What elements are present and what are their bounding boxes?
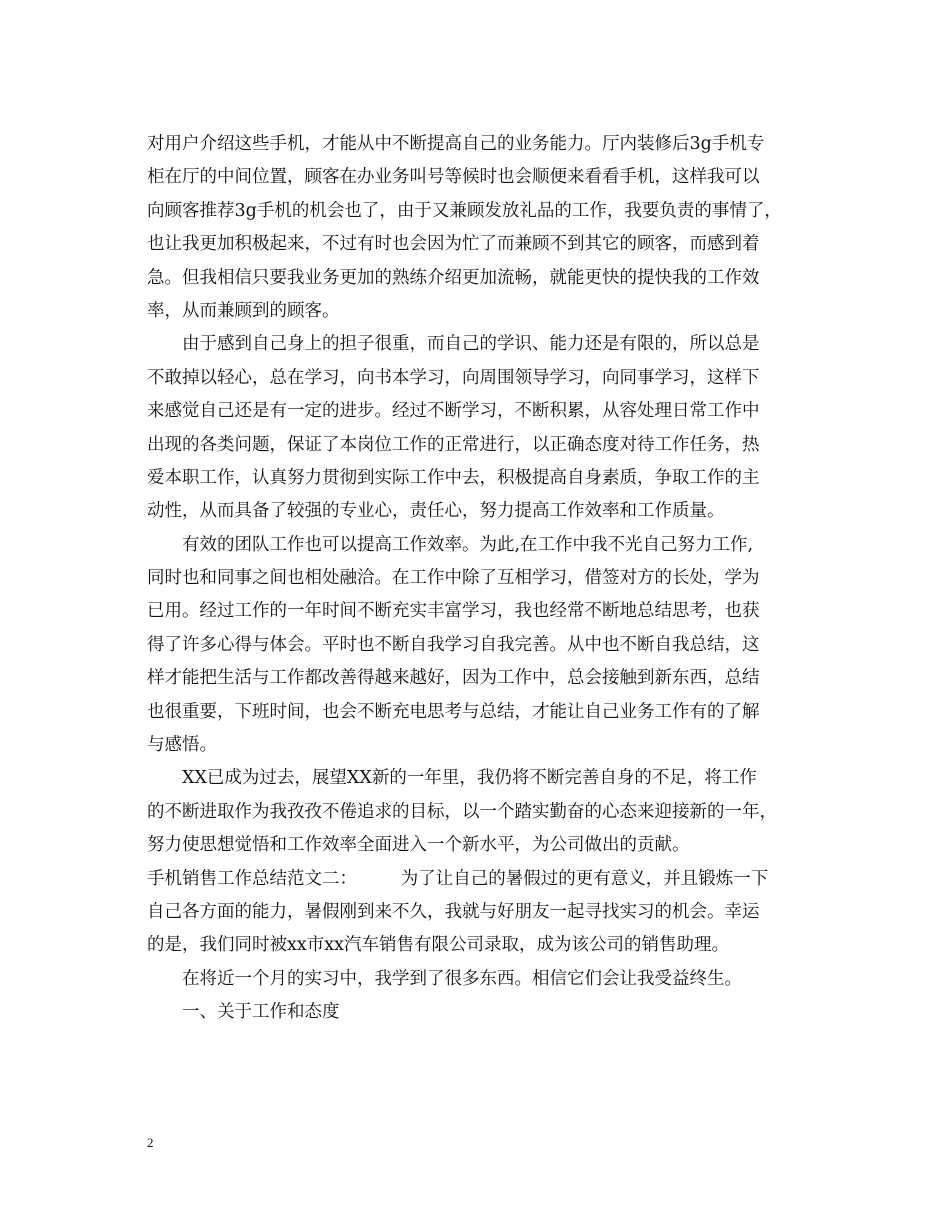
text-line: 柜在厅的中间位置，顾客在办业务叫号等候时也会顺便来看看手机，这样我可以 (147, 167, 760, 188)
text-line: 在将近一个月的实习中，我学到了很多东西。相信它们会让我受益终生。 (147, 968, 742, 989)
text-line: 也让我更加积极起来，不过有时也会因为忙了而兼顾不到其它的顾客，而感到着 (147, 234, 760, 255)
text-line: 得了许多心得与体会。平时也不断自我学习自我完善。从中也不断自我总结，这 (147, 634, 760, 655)
text-line: 向顾客推荐3g手机的机会也了，由于又兼顾发放礼品的工作，我要负责的事情了， (147, 200, 782, 221)
text-line: 也很重要，下班时间，也会不断充电思考与总结，才能让自己业务工作有的了解 (147, 701, 760, 722)
text-line: 来感觉自己还是有一定的进步。经过不断学习，不断积累，从容处理日常工作中 (147, 401, 760, 422)
text-line: 的不断进取作为我孜孜不倦追求的目标，以一个踏实勤奋的心态来迎接新的一年， (147, 801, 777, 822)
text-line: 对用户介绍这些手机，才能从中不断提高自己的业务能力。厅内装修后3g手机专 (147, 134, 765, 154)
text-line: 由于感到自己身上的担子很重，而自己的学识、能力还是有限的，所以总是 (147, 334, 760, 355)
text-line: 与感悟。 (147, 735, 217, 756)
text-line: 不敢掉以轻心，总在学习，向书本学习，向周围领导学习，向同事学习，这样下 (147, 367, 760, 388)
text-line: 有效的团队工作也可以提高工作效率。为此,在工作中我不光自己努力工作, (147, 534, 754, 555)
text-line: XX已成为过去，展望XX新的一年里，我仍将不断完善自身的不足，将工作 (147, 768, 757, 789)
text-line: 动性，从而具备了较强的专业心，责任心，努力提高工作效率和工作质量。 (147, 501, 725, 522)
text-line: 同时也和同事之间也相处融洽。在工作中除了互相学习，借签对方的长处，学为 (147, 568, 760, 589)
text-line: 已用。经过工作的一年时间不断充实丰富学习，我也经常不断地总结思考，也获 (147, 601, 760, 622)
body-text (147, 128, 807, 1030)
text-line: 率，从而兼顾到的顾客。 (147, 300, 340, 321)
text-line: 急。但我相信只要我业务更加的熟练介绍更加流畅，就能更快的提快我的工作效 (147, 267, 760, 288)
text-line: 样才能把生活与工作都改善得越来越好，因为工作中，总会接触到新东西，总结 (147, 668, 760, 689)
text-line: 的是，我们同时被xx市xx汽车销售有限公司录取，成为该公司的销售助理。 (147, 935, 729, 956)
text-line: 出现的各类问题，保证了本岗位工作的正常进行，以正确态度对待工作任务，热 (147, 434, 760, 455)
text-line: 自己各方面的能力，暑假刚到来不久，我就与好朋友一起寻找实习的机会。幸运 (147, 901, 760, 922)
text-line: 爱本职工作，认真努力贯彻到实际工作中去，积极提高自身素质，争取工作的主 (147, 467, 760, 488)
subheading-line: 一、关于工作和态度 (147, 1002, 340, 1023)
section-title-line: 手机销售工作总结范文二： 为了让自己的暑假过的更有意义，并且锻炼一下 (147, 868, 769, 889)
text-line: 努力使思想觉悟和工作效率全面进入一个新水平，为公司做出的贡献。 (147, 835, 690, 856)
page-number: 2 (147, 1135, 154, 1150)
